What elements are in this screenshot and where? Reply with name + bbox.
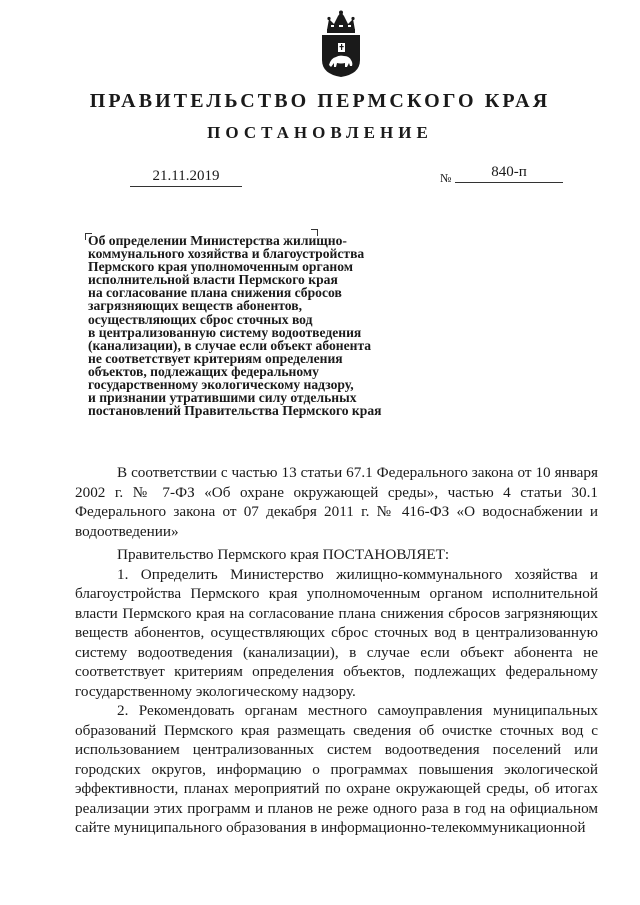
subject-line: загрязняющих веществ абонентов, [88, 298, 302, 314]
document-date: 21.11.2019 [130, 166, 242, 187]
subject-line: исполнительной власти Пермского края [88, 272, 338, 288]
perm-krai-coat-of-arms-icon [319, 10, 363, 78]
document-subject [88, 234, 428, 417]
item-2-paragraph: 2. Рекомендовать органам местного самоуправления муниципальных образований Пермского края размещать сведения об очистке сточных вод с использованием централизованных систем водоотведения поселений или городских округов, информацию о программах повышения экологической эффективности, планах мероприятий по охране окружающей среды, об итогах реализации этих программ и планов не реже одного раза в год на официальном сайте муниципального образования в информационно-телекоммуникационной [75, 702, 598, 836]
number-sign: № [440, 171, 452, 185]
subject-line: (канализации), в случае если объект абонента [88, 337, 372, 353]
subject-line: в централизованную систему водоотведения [88, 324, 362, 340]
subject-line: осуществляющих сброс сточных вод [88, 311, 313, 327]
document-body [75, 463, 598, 838]
resolves-paragraph: Правительство Пермского края ПОСТАНОВЛЯЕТ: [117, 546, 450, 563]
subject-line: не соответствует критериям определения [88, 350, 343, 366]
document-number: 840-п [455, 162, 563, 183]
document-type: ПОСТАНОВЛЕНИЕ [207, 123, 433, 142]
subject-line: государственному экологическому надзору, [88, 377, 354, 393]
subject-line: Пермского края уполномоченным органом [88, 259, 354, 275]
preamble-paragraph: В соответствии с частью 13 статьи 67.1 Федерального закона от 10 января 2002 г. № 7-ФЗ «Об охране окружающей среды», частью 4 статьи 30.1 Федерального закона от 07 декабря 2011 г. № 416-ФЗ «О водоснабжении и водоотведении» [75, 464, 598, 540]
subject-line: коммунального хозяйства и благоустройства [88, 246, 365, 262]
item-1-paragraph: 1. Определить Министерство жилищно-коммунального хозяйства и благоустройства Пермского края уполномоченным органом исполнительной власти Пермского края на согласование плана снижения сбросов загрязняющих веществ абонентов, осуществляющих сброс сточных вод в централизованную систему водоотведения (канализации), в случае если объект абонента не соответствует критериям определения объектов, подлежащих федеральному государственному экологическому надзору. [75, 565, 598, 700]
subject-line: на согласование плана снижения сбросов [88, 285, 342, 301]
subject-line: и признании утратившими силу отдельных [88, 390, 357, 406]
subject-line: постановлений Правительства Пермского края [88, 403, 382, 419]
subject-line: Об определении Министерства жилищно- [88, 233, 347, 248]
subject-line: объектов, подлежащих федеральному [88, 363, 319, 379]
government-title: ПРАВИТЕЛЬСТВО ПЕРМСКОГО КРАЯ [89, 90, 551, 112]
